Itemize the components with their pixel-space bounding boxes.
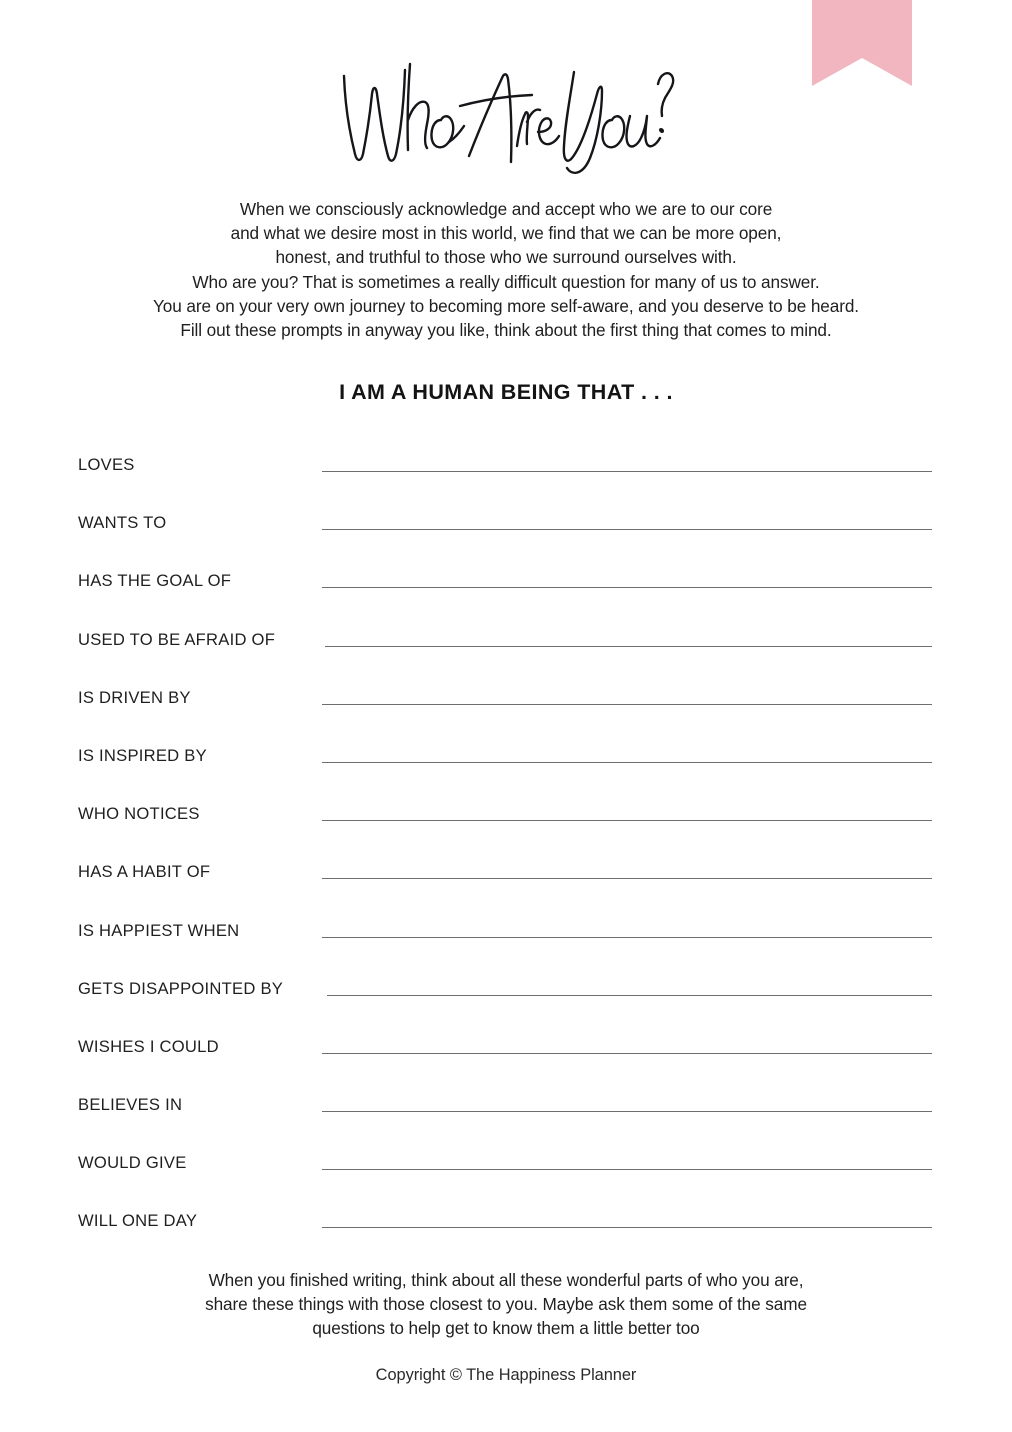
prompt-label: WOULD GIVE xyxy=(78,1153,187,1173)
prompt-label: IS DRIVEN BY xyxy=(78,687,191,707)
prompt-write-line[interactable] xyxy=(322,820,932,821)
intro-line: You are on your very own journey to becoming more self-aware, and you deserve to be heard. xyxy=(153,295,859,316)
prompt-label: IS INSPIRED BY xyxy=(78,745,207,765)
section-heading: I AM A HUMAN BEING THAT . . . xyxy=(339,380,673,404)
copyright-notice: Copyright © The Happiness Planner xyxy=(375,1366,637,1384)
page-title xyxy=(0,58,1012,176)
prompt-write-line[interactable] xyxy=(322,587,932,588)
prompt-label: USED TO BE AFRAID OF xyxy=(78,629,276,649)
prompt-row xyxy=(0,450,1012,508)
prompt-write-line[interactable] xyxy=(325,646,932,647)
intro-line: honest, and truthful to those who we surround ourselves with. xyxy=(275,247,737,268)
intro-line: Who are you? That is sometimes a really difficult question for many of us to answer. xyxy=(192,271,820,292)
prompt-write-line[interactable] xyxy=(322,1053,932,1054)
intro-line: and what we desire most in this world, we find that we can be more open, xyxy=(230,223,782,244)
prompt-label: IS HAPPIEST WHEN xyxy=(78,920,240,940)
prompt-row xyxy=(0,741,1012,799)
prompt-row xyxy=(0,1148,1012,1206)
prompt-row xyxy=(0,566,1012,624)
prompt-write-line[interactable] xyxy=(322,529,932,530)
prompt-row xyxy=(0,857,1012,915)
prompt-label: GETS DISAPPOINTED BY xyxy=(78,978,284,998)
prompt-label: WILL ONE DAY xyxy=(78,1211,198,1231)
prompt-write-line[interactable] xyxy=(322,471,932,472)
prompt-row xyxy=(0,916,1012,974)
prompt-row xyxy=(0,625,1012,683)
prompt-row xyxy=(0,1090,1012,1148)
prompt-label: WANTS TO xyxy=(78,513,167,533)
prompt-write-line[interactable] xyxy=(322,704,932,705)
prompt-write-line[interactable] xyxy=(322,1227,932,1228)
page-title-script xyxy=(336,58,676,176)
prompt-row xyxy=(0,1206,1012,1264)
prompt-row xyxy=(0,683,1012,741)
prompt-write-line[interactable] xyxy=(322,1169,932,1170)
intro-line: Fill out these prompts in anyway you like, think about the first thing that comes to mind. xyxy=(180,320,832,341)
footer-line: When you finished writing, think about all these wonderful parts of who you are, xyxy=(208,1270,804,1290)
prompt-write-line[interactable] xyxy=(322,1111,932,1112)
prompt-label: HAS A HABIT OF xyxy=(78,862,211,882)
prompt-list xyxy=(0,450,1012,1265)
prompt-row xyxy=(0,799,1012,857)
prompt-row xyxy=(0,1032,1012,1090)
intro-paragraph xyxy=(0,197,1012,342)
prompt-write-line[interactable] xyxy=(327,995,932,996)
intro-line: When we consciously acknowledge and accept who we are to our core xyxy=(239,199,773,219)
prompt-label: WISHES I COULD xyxy=(78,1036,219,1056)
prompt-row xyxy=(0,508,1012,566)
prompt-write-line[interactable] xyxy=(322,762,932,763)
footer-note xyxy=(0,1268,1012,1341)
footer-line: share these things with those closest to you. Maybe ask them some of the same xyxy=(205,1294,807,1315)
prompt-label: BELIEVES IN xyxy=(78,1095,183,1115)
prompt-label: WHO NOTICES xyxy=(78,804,200,824)
prompt-write-line[interactable] xyxy=(322,878,932,879)
prompt-label: LOVES xyxy=(78,455,135,474)
footer-line: questions to help get to know them a little better too xyxy=(312,1318,700,1339)
prompt-write-line[interactable] xyxy=(322,937,932,938)
prompt-row xyxy=(0,974,1012,1032)
prompt-label: HAS THE GOAL OF xyxy=(78,571,232,591)
